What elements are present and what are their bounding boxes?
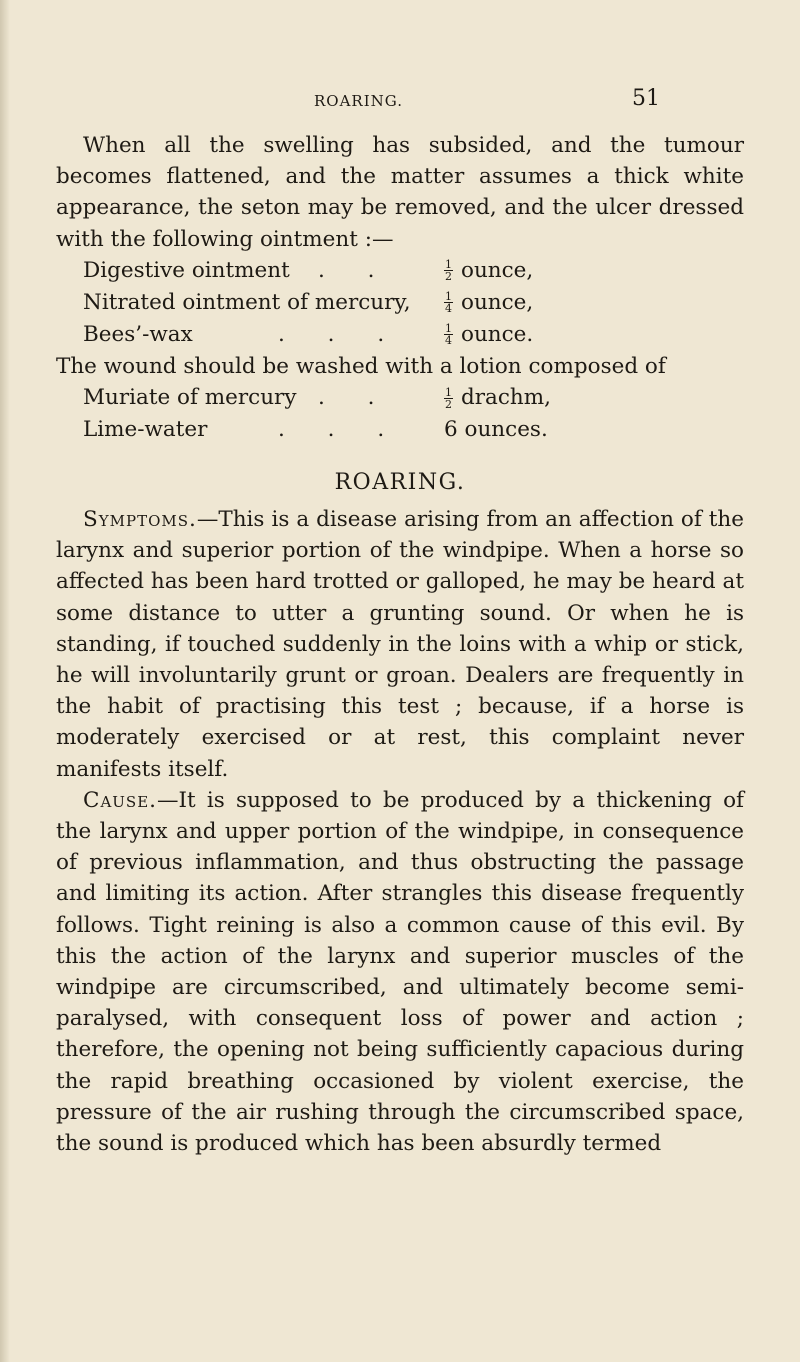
running-head: ROARING. [314,92,403,110]
lotion-intro: The wound should be washed with a lotion composed of [56,353,666,379]
ingredient-quantity: $\frac{1}{2}$ drachm, [445,385,551,411]
cause-paragraph [56,785,744,1159]
recipe-line [56,255,744,287]
leader-dots: . . . [278,417,403,443]
ingredient-name: Lime-water [83,417,208,443]
fraction: $\frac{1}{4}$ [445,290,452,316]
ingredient-quantity: $\frac{1}{2}$ ounce, [445,257,534,284]
page-number: 51 [632,86,660,111]
cause-label: Cause. [83,787,157,813]
fraction: $\frac{1}{2}$ [445,385,452,411]
ingredient-name: Nitrated ointment of mercury, [83,289,411,315]
fraction: $\frac{1}{2}$ [445,258,452,284]
section-title: ROARING. [334,470,466,496]
recipe-line [56,287,744,319]
page-body [56,130,744,1159]
intro-paragraph: When all the swelling has subsided, and the tumour becomes flattened, and the matter assumes a thick white appearance, the seton may be removed, and the ulcer dressed with the following ointment :— [56,133,744,252]
page-header [300,86,660,118]
recipe-line [56,319,744,351]
ingredient-name: Digestive ointment [83,257,290,283]
lotion-recipe [56,382,744,446]
leader-dots: . . [318,257,393,283]
cause-text: —It is supposed to be produced by a thickening of the larynx and upper portion of the windpipe, in consequence of previous inflammation, and thus obstructing the passage and limiting its action. After strangles this disease frequently follows. Tight reining is also a common cause of this evil. By this the action of the larynx and superior muscles of the windpipe are circumscribed, and ultimately become semi-paralysed, with consequent loss of power and action ; therefore, the opening not being sufficiently capacious during the rapid breathing occasioned by violent exercise, the pressure of the air rushing through the circumscribed space, the sound is produced which has been absurdly termed [56,787,744,1157]
ointment-recipe [56,255,744,351]
symptoms-text: —This is a disease arising from an affection of the larynx and superior portion of the windpipe. When a horse so affected has been hard trotted or galloped, he may be heard at some distance to utter a grunting sound. Or when he is standing, if touched suddenly in the loins with a whip or stick, he will involuntarily grunt or groan. Dealers are frequently in the habit of practising this test ; because, if a horse is moderately exercised or at rest, this complaint never manifests itself. [56,507,744,782]
recipe-line [56,414,744,446]
recipe-line [56,382,744,414]
fraction: $\frac{1}{4}$ [445,322,452,348]
page-edge-shadow [0,0,10,1362]
ingredient-quantity: $\frac{1}{4}$ ounce. [445,321,534,348]
ingredient-quantity: $\frac{1}{4}$ ounce, [445,289,534,316]
symptoms-paragraph [56,504,744,785]
ingredient-name: Muriate of mercury [83,385,297,411]
ingredient-quantity: 6 ounces. [444,417,548,443]
leader-dots: . . [318,385,393,411]
symptoms-label: Symptoms. [83,507,197,533]
leader-dots: . . . [278,321,403,347]
ingredient-name: Bees’-wax [83,321,193,347]
